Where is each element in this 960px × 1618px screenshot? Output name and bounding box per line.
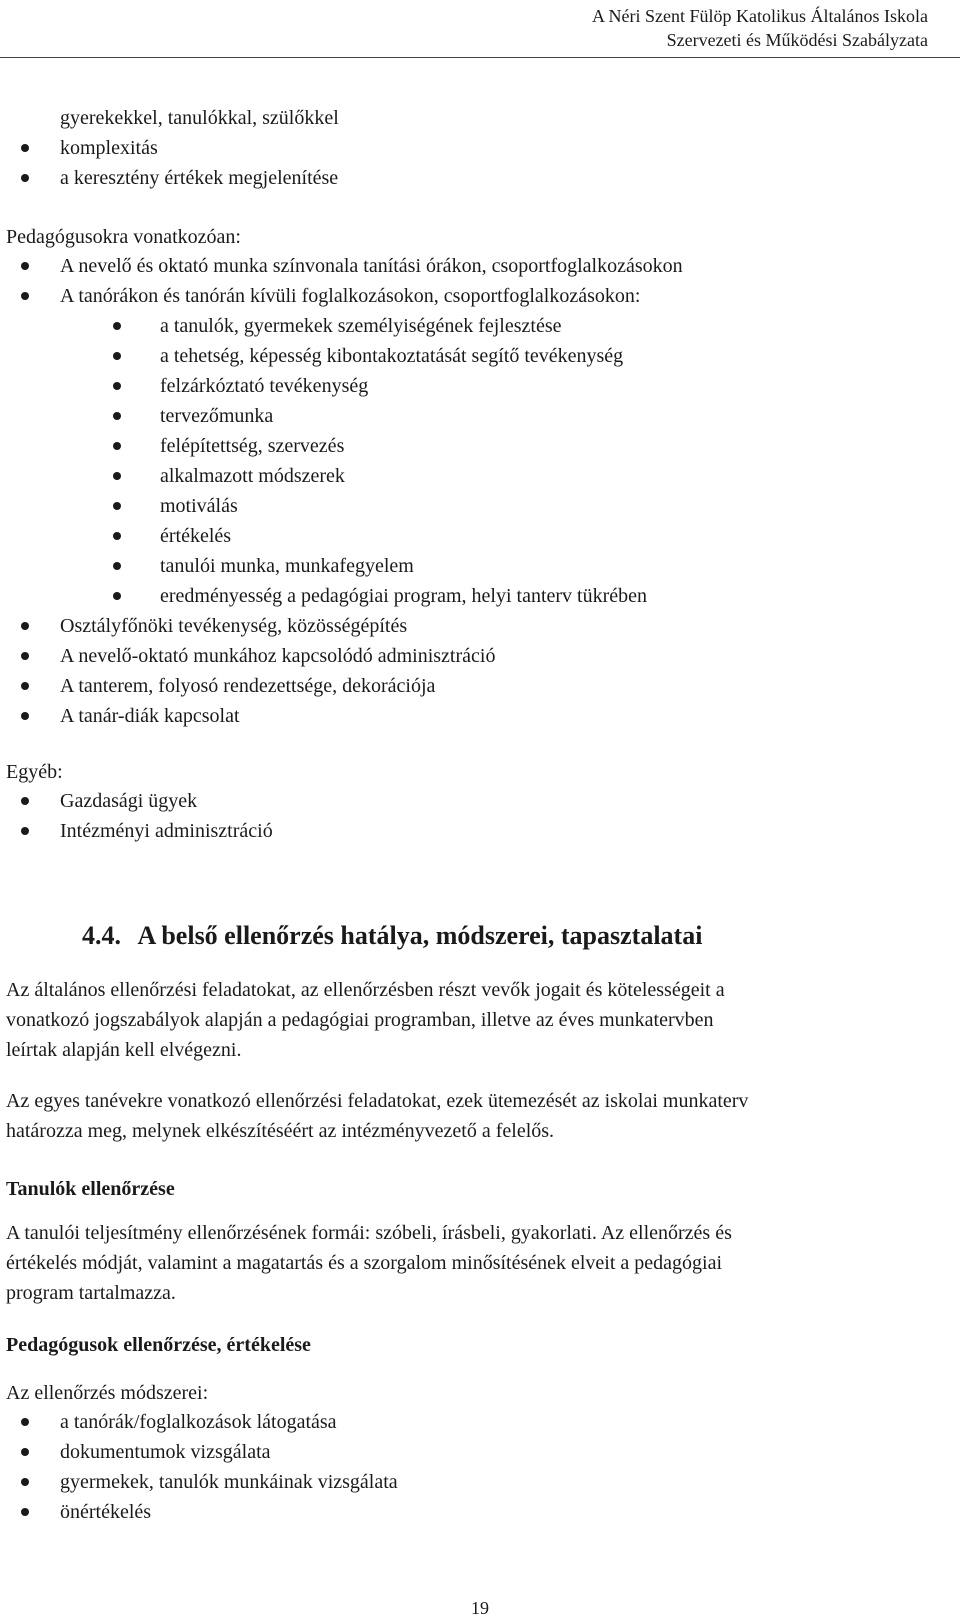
bullet-icon bbox=[21, 262, 29, 270]
sublist-item-text: felépítettség, szervezés bbox=[160, 435, 345, 457]
list-item-text: önértékelés bbox=[60, 1501, 152, 1523]
section-number: 4.4. bbox=[82, 921, 121, 950]
paragraph-student-assessment bbox=[6, 1218, 956, 1308]
list-item-text: Gazdasági ügyek bbox=[60, 790, 198, 812]
paragraph-line: Az általános ellenőrzési feladatokat, az ellenőrzésben részt vevők jogait és kötelességeit a bbox=[6, 979, 725, 1001]
bullet-icon bbox=[21, 622, 29, 630]
sublist-item-text: alkalmazott módszerek bbox=[160, 465, 345, 487]
bullet-icon bbox=[113, 472, 121, 480]
paragraph-line: határozza meg, melynek elkészítéséért az intézményvezető a felelős. bbox=[6, 1120, 555, 1142]
header-document-title: Szervezeti és Működési Szabályzata bbox=[666, 30, 928, 50]
page-header bbox=[592, 4, 928, 52]
sublist-item-text: tervezőmunka bbox=[160, 405, 274, 427]
bullet-icon bbox=[113, 562, 121, 570]
bullet-icon bbox=[21, 1478, 29, 1486]
paragraph-line: értékelés módját, valamint a magatartás és a szorgalom minősítésének elveit a pedagógiai bbox=[6, 1252, 723, 1274]
paragraph-line: program tartalmazza. bbox=[6, 1282, 176, 1304]
section-heading bbox=[82, 921, 702, 951]
header-school-name: A Néri Szent Fülöp Katolikus Általános Iskola bbox=[592, 6, 928, 26]
sublist-item-text: eredményesség a pedagógiai program, helyi tanterv tükrében bbox=[160, 585, 648, 607]
list-item-text: dokumentumok vizsgálata bbox=[60, 1441, 271, 1463]
sublist-item-text: motiválás bbox=[160, 495, 238, 517]
bullet-icon bbox=[113, 442, 121, 450]
list-item-text: Intézményi adminisztráció bbox=[60, 820, 273, 842]
list-item-text: A nevelő-oktató munkához kapcsolódó adminisztráció bbox=[60, 645, 496, 667]
paragraph-general-controls bbox=[6, 975, 956, 1065]
bullet-icon bbox=[21, 712, 29, 720]
bullet-icon bbox=[21, 652, 29, 660]
list-item-text: A tanár-diák kapcsolat bbox=[60, 705, 240, 727]
sublist-item-text: értékelés bbox=[160, 525, 232, 547]
header-divider bbox=[0, 57, 960, 58]
bullet-icon bbox=[113, 502, 121, 510]
list-item-text: a keresztény értékek megjelenítése bbox=[60, 167, 339, 189]
paragraph-line: Az egyes tanévekre vonatkozó ellenőrzési feladatokat, ezek ütemezését az iskolai munkaterv bbox=[6, 1090, 749, 1112]
bullet-icon bbox=[113, 412, 121, 420]
sublist-item-text: tanulói munka, munkafegyelem bbox=[160, 555, 414, 577]
bullet-icon bbox=[21, 827, 29, 835]
subheading-pedagogusok: Pedagógusok ellenőrzése, értékelése bbox=[6, 1334, 311, 1356]
label-modszerei: Az ellenőrzés módszerei: bbox=[6, 1382, 209, 1404]
section-label-egyeb: Egyéb: bbox=[6, 761, 63, 783]
sublist-item-text: felzárkóztató tevékenység bbox=[160, 375, 369, 397]
sublist-item-text: a tanulók, gyermekek személyiségének fejlesztése bbox=[160, 315, 562, 337]
bullet-icon bbox=[113, 352, 121, 360]
paragraph-line: A tanulói teljesítmény ellenőrzésének formái: szóbeli, írásbeli, gyakorlati. Az ellenőrzés és bbox=[6, 1222, 732, 1244]
section-title: A belső ellenőrzés hatálya, módszerei, tapasztalatai bbox=[137, 921, 703, 950]
list-item-text: Osztályfőnöki tevékenység, közösségépítés bbox=[60, 615, 408, 637]
bullet-icon bbox=[21, 144, 29, 152]
list-item-text: a tanórák/foglalkozások látogatása bbox=[60, 1411, 337, 1433]
list-item-text: komplexitás bbox=[60, 137, 158, 159]
bullet-icon bbox=[113, 382, 121, 390]
bullet-icon bbox=[21, 292, 29, 300]
list-item-text: A tanórákon és tanórán kívüli foglalkozásokon, csoportfoglalkozásokon: bbox=[60, 285, 641, 307]
paragraph-yearly-tasks bbox=[6, 1086, 956, 1146]
paragraph-line: leírtak alapján kell elvégezni. bbox=[6, 1039, 242, 1061]
list-item-text: gyerekekkel, tanulókkal, szülőkkel bbox=[60, 107, 339, 129]
paragraph-line: vonatkozó jogszabályok alapján a pedagógiai programban, illetve az éves munkatervben bbox=[6, 1009, 714, 1031]
sublist-item-text: a tehetség, képesség kibontakoztatását segítő tevékenység bbox=[160, 345, 624, 367]
bullet-icon bbox=[113, 322, 121, 330]
bullet-icon bbox=[21, 797, 29, 805]
page-number: 19 bbox=[471, 1598, 489, 1618]
subheading-tanulok: Tanulók ellenőrzése bbox=[6, 1178, 175, 1200]
list-item-text: A nevelő és oktató munka színvonala tanítási órákon, csoportfoglalkozásokon bbox=[60, 255, 683, 277]
bullet-icon bbox=[21, 1448, 29, 1456]
bullet-icon bbox=[113, 592, 121, 600]
bullet-icon bbox=[21, 1508, 29, 1516]
bullet-icon bbox=[21, 1418, 29, 1426]
section-label-pedagogusokra: Pedagógusokra vonatkozóan: bbox=[6, 226, 241, 248]
list-item-text: gyermekek, tanulók munkáinak vizsgálata bbox=[60, 1471, 398, 1493]
bullet-icon bbox=[113, 532, 121, 540]
bullet-icon bbox=[21, 174, 29, 182]
bullet-icon bbox=[21, 682, 29, 690]
list-item-text: A tanterem, folyosó rendezettsége, dekorációja bbox=[60, 675, 436, 697]
